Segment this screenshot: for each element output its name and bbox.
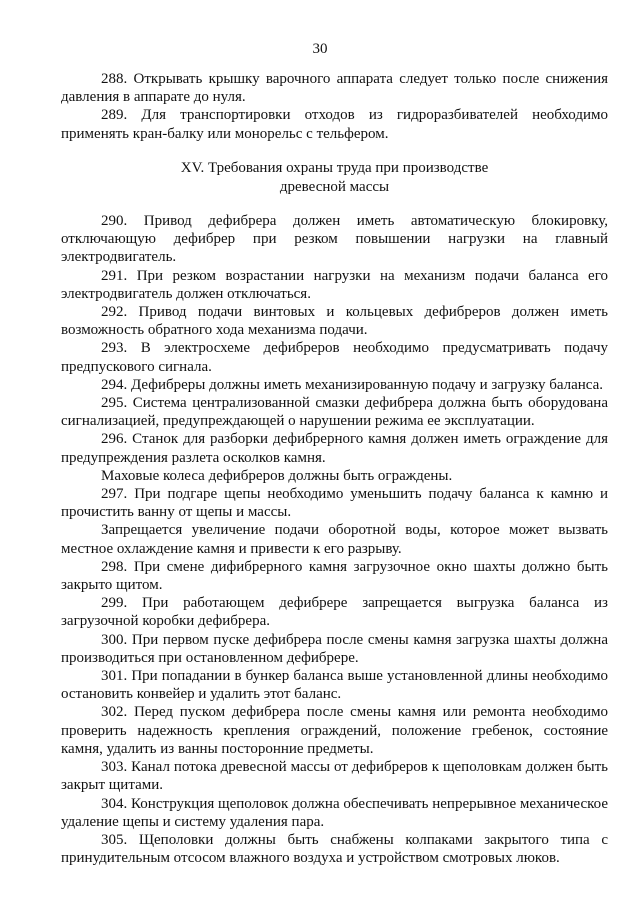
paragraph-291: 291. При резком возрастании нагрузки на механизм подачи баланса его электродвигатель должен отключаться. xyxy=(61,267,608,302)
paragraph-299: 299. При работающем дефибрере запрещается выгрузка баланса из загрузочной коробки дефибрера. xyxy=(61,595,608,630)
paragraph-305: 305. Щеполовки должны быть снабжены колпаками закрытого типа с принудительным отсосом влажного воздуха и устройством смотровых люков. xyxy=(61,831,608,867)
page-number: 30 xyxy=(312,41,328,57)
paragraph-302: 302. Перед пуском дефибрера после смены камня или ремонта необходимо проверить надежность крепления ограждений, положение гребенок, состояние камня, удалить из ванны посторонние предметы. xyxy=(61,704,608,757)
paragraph-297: 297. При подгаре щепы необходимо уменьшить подачу баланса к камню и прочистить ванну от щепы и массы. xyxy=(61,486,608,521)
top-text-block xyxy=(61,70,608,143)
paragraph-290: 290. Привод дефибрера должен иметь автоматическую блокировку, отключающую дефибрер при резком повышении нагрузки на главный электродвигатель. xyxy=(61,213,608,266)
paragraph-300: 300. При первом пуске дефибрера после смены камня загрузка шахты должна производиться при остановленном дефибрере. xyxy=(61,631,608,666)
paragraph-298: 298. При смене дифибрерного камня загрузочное окно шахты должно быть закрыто щитом. xyxy=(61,558,608,594)
paragraph-297-cont: Запрещается увеличение подачи оборотной воды, которое может вызвать местное охлаждение камня и привести к его разрыву. xyxy=(61,522,608,557)
paragraph-301: 301. При попадании в бункер баланса выше установленной длины необходимо остановить конвейер и удалить этот баланс. xyxy=(61,668,608,703)
section-heading-line1: XV. Требования охраны труда при производстве xyxy=(180,160,489,176)
paragraph-295: 295. Система централизованной смазки дефибрера должна быть оборудована сигнализацией, предупреждающей о нарушении режима ее эксплуатации. xyxy=(61,395,608,430)
paragraph-289: 289. Для транспортировки отходов из гидроразбивателей необходимо применять кран-балку или монорельс с тельфером. xyxy=(61,107,608,142)
paragraph-288: 288. Открывать крышку варочного аппарата следует только после снижения давления в аппарате до нуля. xyxy=(61,71,608,106)
paragraph-292: 292. Привод подачи винтовых и кольцевых дефибреров должен иметь возможность обратного хода механизма подачи. xyxy=(61,304,608,339)
section-heading xyxy=(61,159,608,197)
paragraph-296-cont: Маховые колеса дефибреров должны быть ограждены. xyxy=(101,467,453,484)
main-text-block xyxy=(61,212,608,867)
paragraph-304: 304. Конструкция щеполовок должна обеспечивать непрерывное механическое удаление щепы и систему удаления пара. xyxy=(61,795,608,830)
paragraph-294: 294. Дефибреры должны иметь механизированную подачу и загрузку баланса. xyxy=(101,376,604,393)
paragraph-293: 293. В электросхеме дефибреров необходимо предусматривать подачу предпускового сигнала. xyxy=(61,340,608,375)
paragraph-303: 303. Канал потока древесной массы от дефибреров к щеполовкам должен быть закрыт щитами. xyxy=(61,759,608,794)
section-heading-line2: древесной массы xyxy=(279,179,390,195)
paragraph-296: 296. Станок для разборки дефибрерного камня должен иметь ограждение для предупреждения разлета осколков камня. xyxy=(61,431,608,466)
